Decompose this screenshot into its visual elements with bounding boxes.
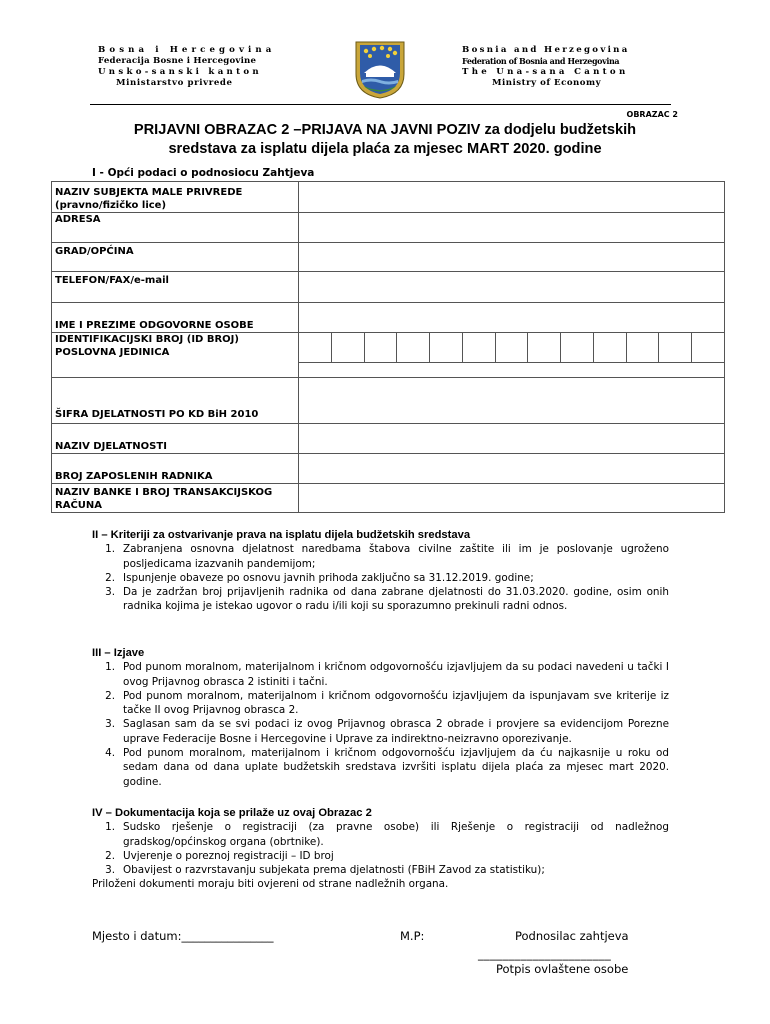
field-input-employee-count[interactable]: [299, 454, 725, 484]
header-right-line: The Una-sana Canton: [462, 67, 629, 77]
signature-label: Potpis ovlaštene osobe: [496, 962, 629, 976]
field-input-id-number[interactable]: [299, 333, 725, 363]
id-digit-cell[interactable]: [594, 333, 627, 362]
table-row: [52, 272, 725, 303]
id-digit-cell[interactable]: [397, 333, 430, 362]
header-right-line: Federation of Bosnia and Herzegovina: [462, 56, 620, 66]
header-left-line: Bosna i Hercegovina: [98, 45, 276, 55]
header-divider: [90, 104, 671, 105]
field-label: ADRESA: [52, 213, 299, 243]
field-label: NAZIV BANKE I BROJ TRANSAKCIJSKOG RAČUNA: [52, 484, 299, 513]
field-label: IDENTIFIKACIJSKI BROJ (ID BROJ) POSLOVNA JEDINICA: [52, 333, 299, 378]
list-item: 3. Da je zadržan broj prijavljenih radnika od dana zabrane djelatnosti do 31.03.2020. godine, osim onih radnika kojima je istekao ugovor o radu i/ili koji su sporazumno prekinuli radni odnos.: [105, 586, 669, 613]
criteria-text: Ispunjenje obaveze po osnovu javnih prihoda zaključno sa 31.12.2019. godine;: [123, 571, 534, 584]
statement-text: Pod punom moralnom, materijalnom i kričnom odgovornošću izjavljujem da ispunjavam sve kriterije iz tačke II ovog Prijavnog obrasca 2.: [123, 689, 669, 717]
table-row: [52, 454, 725, 484]
field-input-activity-code[interactable]: [299, 378, 725, 424]
table-row: [52, 484, 725, 513]
field-input-activity-name[interactable]: [299, 424, 725, 454]
header-left-line: Federacija Bosne i Hercegovine: [98, 56, 257, 66]
section-4-heading: IV – Dokumentacija koja se prilaže uz ovaj Obrazac 2: [92, 807, 372, 819]
header-right-line: Ministry of Economy: [492, 78, 602, 88]
id-digit-cell[interactable]: [692, 333, 724, 362]
page-title: [80, 121, 690, 159]
field-label: BROJ ZAPOSLENIH RADNIKA: [52, 454, 299, 484]
header-left: [98, 45, 275, 89]
id-digit-cell[interactable]: [561, 333, 594, 362]
document-text: Uvjerenje o poreznoj registraciji – ID broj: [123, 849, 334, 862]
id-digit-cell[interactable]: [627, 333, 660, 362]
field-label: GRAD/OPĆINA: [52, 243, 299, 272]
header-left-line: Ministarstvo privrede: [116, 78, 233, 88]
header-left-line: Unsko-sanski kanton: [98, 67, 262, 77]
table-row: [52, 243, 725, 272]
table-row: [52, 182, 725, 213]
statement-text: Saglasan sam da se svi podaci iz ovog Prijavnog obrasca 2 obrade i provjere sa evidencijom Porezne uprave Federacije Bosne i Hercegovine i Uprave za indirektno-neizravno oporezivanje.: [123, 718, 669, 745]
field-input-city[interactable]: [299, 243, 725, 272]
section-2: [92, 528, 669, 614]
list-item: 1. Pod punom moralnom, materijalnom i kričnom odgovornošću izjavljujem da su podaci navedeni u tački I ovog Prijavnog obrasca 2 istiniti i tačni.: [105, 661, 669, 688]
list-item: 4. Pod punom moralnom, materijalnom i kričnom odgovornošću izjavljujem da ću najkasnije u roku od sedam dana od dana uplate budžetskih sredstava izvršiti isplatu dijela plaća za mjesec mart 2020. godine.: [105, 747, 669, 788]
documents-list: [92, 820, 669, 877]
id-digit-cell[interactable]: [463, 333, 496, 362]
applicant-data-table: [51, 181, 725, 513]
place-date-field[interactable]: Mjesto i datum:________________: [92, 929, 274, 943]
statement-text: Pod punom moralnom, materijalnom i kričnom odgovornošću izjavljujem da ću najkasnije u roku od sedam dana od dana uplate budžetskih sredstava izvršiti isplatu dijela plaća za mjesec mart 2020. godine.: [123, 747, 669, 788]
field-label: ŠIFRA DJELATNOSTI PO KD BiH 2010: [52, 378, 299, 424]
field-input-subject-name[interactable]: [299, 182, 725, 213]
id-digit-cell[interactable]: [332, 333, 365, 362]
list-item: 2. Uvjerenje o poreznoj registraciji – ID broj: [92, 849, 669, 863]
criteria-list: [92, 542, 669, 613]
id-digit-cell[interactable]: [365, 333, 398, 362]
list-item: 1. Sudsko rješenje o registraciji (za pravne osobe) ili Rješenje o registraciji od nadležnog gradskog/općinskog organa (obrtnike).: [105, 821, 669, 848]
table-row: [52, 333, 725, 363]
applicant-label: Podnosilac zahtjeva: [515, 929, 629, 943]
id-digit-cell[interactable]: [430, 333, 463, 362]
signature-line[interactable]: ______________________: [478, 947, 612, 961]
list-item: 2. Pod punom moralnom, materijalnom i kričnom odgovornošću izjavljujem da ispunjavam sve kriterije iz tačke II ovog Prijavnog obrasca 2.: [105, 689, 669, 717]
table-row: [52, 424, 725, 454]
field-label: TELEFON/FAX/e-mail: [52, 272, 299, 303]
table-row: [52, 378, 725, 424]
document-text: Sudsko rješenje o registraciji (za pravne osobe) ili Rješenje o registraciji od nadležnog gradskog/općinskog organa (obrtnike).: [123, 821, 669, 848]
statements-list: [92, 660, 669, 789]
id-digit-cell[interactable]: [528, 333, 561, 362]
field-input-business-unit[interactable]: [299, 363, 725, 378]
field-input-responsible-person[interactable]: [299, 303, 725, 333]
section-2-heading: II – Kriteriji za ostvarivanje prava na isplatu dijela budžetskih sredstava: [92, 529, 471, 541]
table-row: [52, 213, 725, 243]
id-digit-cell[interactable]: [299, 333, 332, 362]
id-digit-cell[interactable]: [496, 333, 529, 362]
coat-of-arms-icon: [354, 40, 406, 100]
document-text: Obavijest o razvrstavanju subjekata prema djelatnosti (FBiH Zavod za statistiku);: [123, 864, 545, 877]
field-label: IME I PREZIME ODGOVORNE OSOBE: [52, 303, 299, 333]
section-3: [92, 646, 669, 789]
field-input-contact[interactable]: [299, 272, 725, 303]
section-3-heading: III – Izjave: [92, 647, 145, 659]
form-code: OBRAZAC 2: [626, 110, 678, 119]
list-item: 2. Ispunjenje obaveze po osnovu javnih prihoda zaključno sa 31.12.2019. godine;: [92, 571, 669, 585]
list-item: 3. Saglasan sam da se svi podaci iz ovog Prijavnog obrasca 2 obrade i provjere sa evidencijom Porezne uprave Federacije Bosne i Hercegovine i Uprave za indirektno-neizravno oporezivanje.: [105, 718, 669, 745]
list-item: 3. Obavijest o razvrstavanju subjekata prema djelatnosti (FBiH Zavod za statistiku);: [92, 863, 669, 877]
title-line-1: PRIJAVNI OBRAZAC 2 –PRIJAVA NA JAVNI POZIV za dodjelu budžetskih: [133, 122, 637, 138]
field-label: NAZIV SUBJEKTA MALE PRIVREDE (pravno/fizičko lice): [52, 182, 299, 213]
id-number-grid: [299, 333, 724, 362]
header-right: [462, 45, 630, 89]
field-label: NAZIV DJELATNOSTI: [52, 424, 299, 454]
table-row: [52, 303, 725, 333]
title-line-2: sredstava za isplatu dijela plaća za mjesec MART 2020. godine: [168, 141, 602, 157]
stamp-label: M.P:: [400, 929, 425, 943]
section-4: [92, 806, 669, 892]
field-input-address[interactable]: [299, 213, 725, 243]
id-digit-cell[interactable]: [659, 333, 692, 362]
header-right-line: Bosnia and Herzegovina: [462, 45, 630, 55]
documents-note: Priloženi dokumenti moraju biti ovjereni od strane nadležnih organa.: [92, 878, 449, 891]
criteria-text: Zabranjena osnovna djelatnost naredbama štabova civilne zaštite ili im je poslovanje ugroženo posljedicama izazvanih pandemijom;: [123, 543, 669, 570]
section-1-heading: I - Opći podaci o podnosiocu Zahtjeva: [92, 167, 315, 179]
list-item: 1. Zabranjena osnovna djelatnost naredbama štabova civilne zaštite ili im je poslovanje ugroženo posljedicama izazvanih pandemijom;: [105, 543, 669, 570]
criteria-text: Da je zadržan broj prijavljenih radnika od dana zabrane djelatnosti do 31.03.2020. godine, osim onih radnika kojima je istekao ugovor o radu i/ili koji su sporazumno prekinuli radni odnos.: [123, 586, 669, 613]
field-input-bank-account[interactable]: [299, 484, 725, 513]
statement-text: Pod punom moralnom, materijalnom i kričnom odgovornošću izjavljujem da su podaci navedeni u tački I ovog Prijavnog obrasca 2 istiniti i tačni.: [123, 661, 669, 688]
